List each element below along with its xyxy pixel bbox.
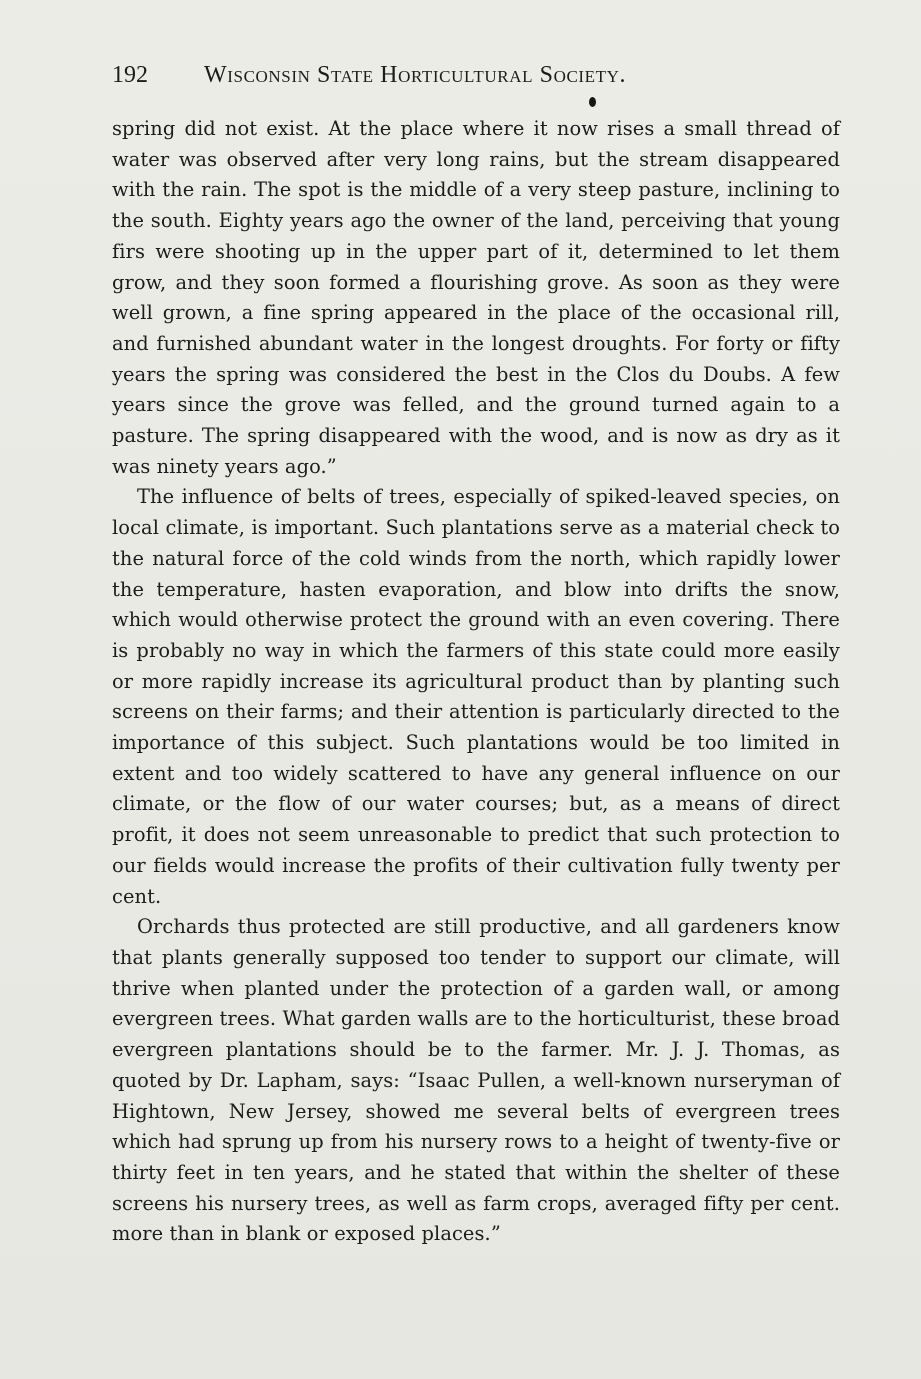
page-header <box>112 58 812 92</box>
page-number: 192 <box>112 62 148 88</box>
running-title: Wisconsin State Horticultural Society. <box>204 62 627 88</box>
paragraph-3: Orchards thus protected are still productive, and all gardeners know that plants generally supposed too tender to support our climate, will thrive when planted under the protection of a garden wall, or among evergreen trees. What garden walls are to the horticulturist, these broad evergreen plantations should be to the farmer. Mr. J. J. Thomas, as quoted by Dr. Lapham, says: “Isaac Pullen, a well-known nurseryman of Hightown, New Jersey, showed me several belts of evergreen trees which had sprung up from his nursery rows to a height of twenty-five or thirty feet in ten years, and he stated that within the shelter of these screens his nursery trees, as well as farm crops, averaged fifty per cent. more than in blank or exposed places.” <box>112 915 840 1246</box>
ink-mark <box>589 97 596 107</box>
paragraph-1: spring did not exist. At the place where it now rises a small thread of water was observed after very long rains, but the stream disappeared with the rain. The spot is the middle of a very steep pasture, inclining to the south. Eighty years ago the owner of the land, perceiving that young firs were shooting up in the upper part of it, determined to let them grow, and they soon formed a flourishing grove. As soon as they were well grown, a fine spring appeared in the place of the occasional rill, and furnished abundant water in the longest droughts. For forty or fifty years the spring was considered the best in the Clos du Doubs. A few years since the grove was felled, and the ground turned again to a pasture. The spring disappeared with the wood, and is now as dry as it was ninety years ago.” <box>112 117 840 478</box>
paragraph-2: The influence of belts of trees, especially of spiked-leaved species, on local climate, is important. Such plantations serve as a material check to the natural force of the cold winds from the north, which rapidly lower the temperature, hasten evaporation, and blow into drifts the snow, which would otherwise protect the ground with an even covering. There is probably no way in which the farmers of this state could more easily or more rapidly increase its agricultural product than by planting such screens on their farms; and their attention is particularly directed to the importance of this subject. Such plantations would be too limited in extent and too widely scattered to have any general influence on our climate, or the flow of our water courses; but, as a means of direct profit, it does not seem unreasonable to predict that such protection to our fields would increase the profits of their cultivation fully twenty per cent. <box>112 485 840 908</box>
body-text <box>112 114 840 1250</box>
